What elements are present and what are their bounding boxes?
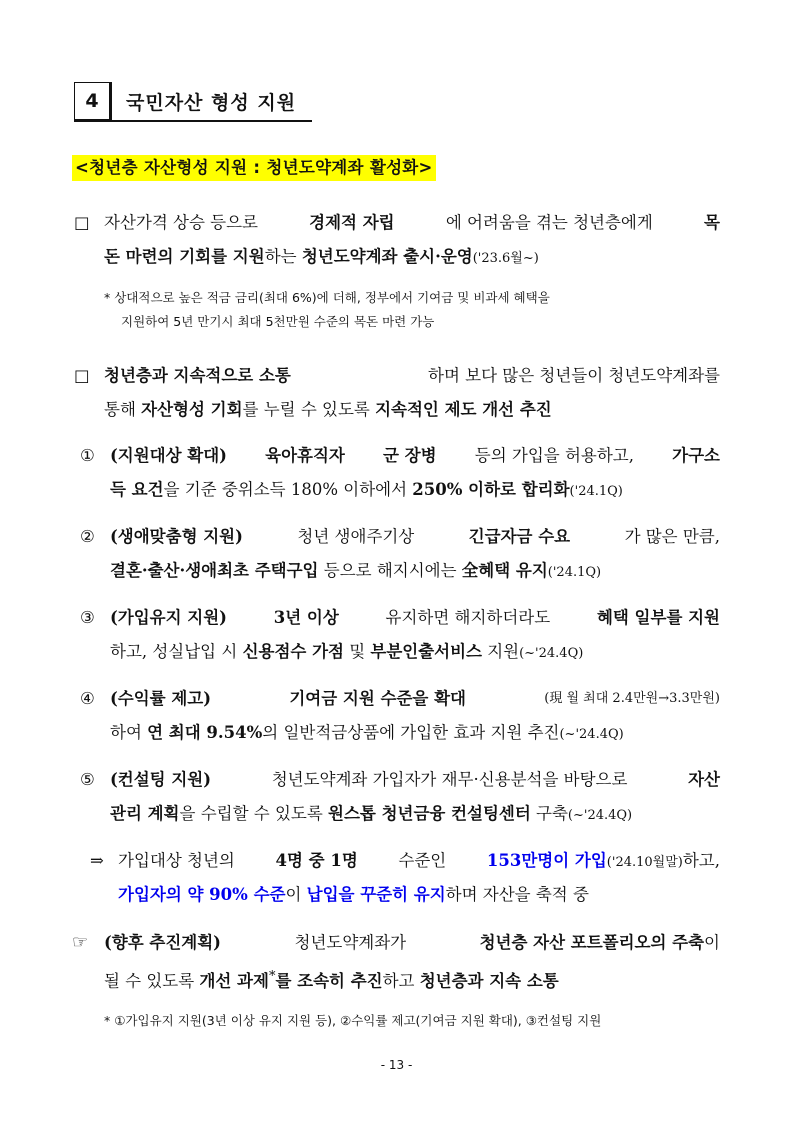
item-4-mark: ④ [80, 689, 95, 708]
text: 등의 가입을 허용하고, [474, 446, 634, 465]
text-bold: 3년 이상 [273, 608, 339, 627]
text-bold: 부분인출서비스 [370, 642, 482, 661]
item-3-line-2 [110, 639, 583, 667]
text-bold: 군 장병 [383, 446, 437, 465]
text: 청년 생애주기상 [297, 527, 415, 546]
text-bold: 연 최대 9.54% [147, 723, 263, 742]
bullet-square-1: □ [74, 213, 90, 232]
text: 및 [343, 642, 371, 661]
paragraph-1-line-2 [104, 244, 539, 272]
note-1-line-1: * 상대적으로 높은 적금 금리(최대 6%)에 더해, 정부에서 기여금 및 비과세 혜택을 [104, 290, 550, 305]
bullet-square-2: □ [74, 366, 90, 385]
text: 될 수 있도록 [104, 971, 200, 991]
paragraph-2-line-2 [104, 397, 552, 423]
text: 이 [704, 933, 720, 952]
text-bold: 경제적 자립 [309, 213, 395, 232]
paragraph-1-line-1 [104, 210, 720, 236]
date-note: ('23.6월~) [472, 251, 539, 266]
text: 하여 [110, 723, 148, 742]
section-header [74, 82, 312, 122]
text-bold: 돈 마련의 기회를 지원 [104, 247, 265, 266]
date-note: ('24.1Q) [569, 484, 623, 499]
item-4-line-1 [110, 686, 720, 712]
text: 이 [285, 885, 307, 904]
text: 하는 [264, 247, 302, 266]
text-bold: 목 [704, 213, 720, 232]
text-bold: (생애맞춤형 지원) [110, 527, 243, 546]
date-note: (~'24.4Q) [567, 808, 633, 823]
text-bold: (컨설팅 지원) [110, 770, 212, 789]
text-bold: 혜택 일부를 지원 [596, 608, 720, 627]
item-2-line-2 [110, 558, 601, 586]
text-bold: 청년층과 지속적으로 소통 [104, 366, 291, 385]
text-bold: (향후 추진계획) [104, 933, 221, 952]
section-number: 4 [74, 82, 112, 122]
text-bold: 육아휴직자 [265, 446, 345, 465]
text: 구축 [530, 804, 568, 823]
date-note: ('24.1Q) [547, 565, 602, 580]
text-bold: 득 요건 [110, 480, 164, 499]
paragraph-2-line-1 [104, 363, 720, 389]
section-title: 국민자산 형성 지원 [112, 82, 312, 122]
text-bold: (지원대상 확대) [110, 446, 227, 465]
date-note: (~'24.4Q) [559, 727, 624, 742]
text: 수준인 [398, 851, 447, 870]
text: 을 기준 중위소득 180% 이하에서 [163, 480, 413, 499]
text-bold: 개선 과제 [199, 971, 269, 991]
text-bold-blue: 납입을 꾸준히 유지 [306, 885, 446, 904]
date-note: (~'24.4Q) [519, 646, 584, 661]
text-bold: (수익률 제고) [110, 689, 212, 708]
arrow-icon: ⇒ [90, 851, 104, 870]
text: 청년도약계좌가 [294, 933, 407, 952]
text: 자산가격 상승 등으로 [104, 213, 258, 232]
text-bold: 청년층 자산 포트폴리오의 주축 [479, 933, 705, 952]
subheading: <청년층 자산형성 지원 : 청년도약계좌 활성화> [72, 155, 436, 181]
text-bold: 결혼·출산·생애최초 주택구입 [110, 561, 319, 580]
item-3-line-1 [110, 605, 720, 631]
result-line-2 [118, 882, 589, 908]
text: 하며 보다 많은 청년들이 청년도약계좌를 [428, 366, 720, 385]
text: 하며 자산을 축적 중 [445, 885, 589, 904]
item-2-mark: ② [80, 527, 95, 546]
text-bold: 가구소 [672, 446, 720, 465]
text: 의 일반적금상품에 가입한 효과 지원 추진 [262, 723, 560, 742]
text-bold: 全혜택 유지 [461, 561, 548, 580]
item-5-mark: ⑤ [80, 770, 95, 789]
text: 하고, 성실납입 시 [110, 642, 243, 661]
text-bold: 250% 이하로 합리화 [412, 480, 570, 499]
text-bold: 신용점수 가점 [242, 642, 344, 661]
text-bold: 청년도약계좌 출시·운영 [301, 247, 473, 266]
text: 을 수립할 수 있도록 [179, 804, 329, 823]
page-number: - 13 - [380, 1058, 413, 1072]
item-5-line-2 [110, 801, 632, 829]
text: 를 누릴 수 있도록 [242, 400, 376, 419]
future-line-2 [104, 964, 559, 995]
text-bold: 긴급자금 수요 [468, 527, 571, 546]
item-3-mark: ③ [80, 608, 95, 627]
text: 하고, [682, 851, 720, 870]
date-note: ('24.10월말) [606, 855, 683, 870]
text: 통해 [104, 400, 142, 419]
text: 에 어려움을 겪는 청년층에게 [445, 213, 653, 232]
text-bold: 기여금 지원 수준을 확대 [289, 689, 466, 708]
text: 지원 [481, 642, 520, 661]
text-bold: 자산형성 기회 [141, 400, 243, 419]
text-bold: 청년층과 지속 소통 [419, 971, 559, 991]
text-bold: 자산 [688, 770, 720, 789]
text-bold-blue: 가입자의 약 90% 수준 [118, 885, 286, 904]
result-line-1 [118, 848, 720, 876]
text-bold: 원스톱 청년금융 컨설팅센터 [328, 804, 531, 823]
text-small: (現 월 최대 2.4만원→3.3만원) [544, 691, 720, 706]
item-5-line-1 [110, 767, 720, 793]
future-line-1 [104, 930, 720, 956]
text: 등으로 해지시에는 [318, 561, 462, 580]
text-bold: 지속적인 제도 개선 추진 [375, 400, 552, 419]
text-bold: 를 조속히 추진 [275, 971, 383, 991]
text: 청년도약계좌 가입자가 재무·신용분석을 바탕으로 [271, 770, 628, 789]
item-2-line-1 [110, 524, 720, 550]
item-4-line-2 [110, 720, 624, 748]
text-bold: 관리 계획 [110, 804, 180, 823]
text: 가입대상 청년의 [118, 851, 235, 870]
note-1-line-2: 지원하여 5년 만기시 최대 5천만원 수준의 목돈 마련 가능 [121, 314, 435, 329]
pointing-hand-icon: ☞ [72, 932, 89, 953]
item-1-mark: ① [80, 446, 95, 465]
text: 유지하면 해지하더라도 [385, 608, 551, 627]
text-bold: 4명 중 1명 [275, 851, 358, 870]
item-1-line-2 [110, 477, 623, 505]
item-1-line-1 [110, 443, 720, 469]
footnote-mark: * [268, 969, 276, 984]
text-bold-blue: 153만명이 가입 [486, 851, 607, 870]
text: 가 많은 만큼, [624, 527, 720, 546]
text: 하고 [382, 971, 420, 991]
footnote: * ①가입유지 지원(3년 이상 유지 지원 등), ②수익률 제고(기여금 지원 확대), ③컨설팅 지원 [104, 1013, 602, 1028]
text-bold: (가입유지 지원) [110, 608, 227, 627]
